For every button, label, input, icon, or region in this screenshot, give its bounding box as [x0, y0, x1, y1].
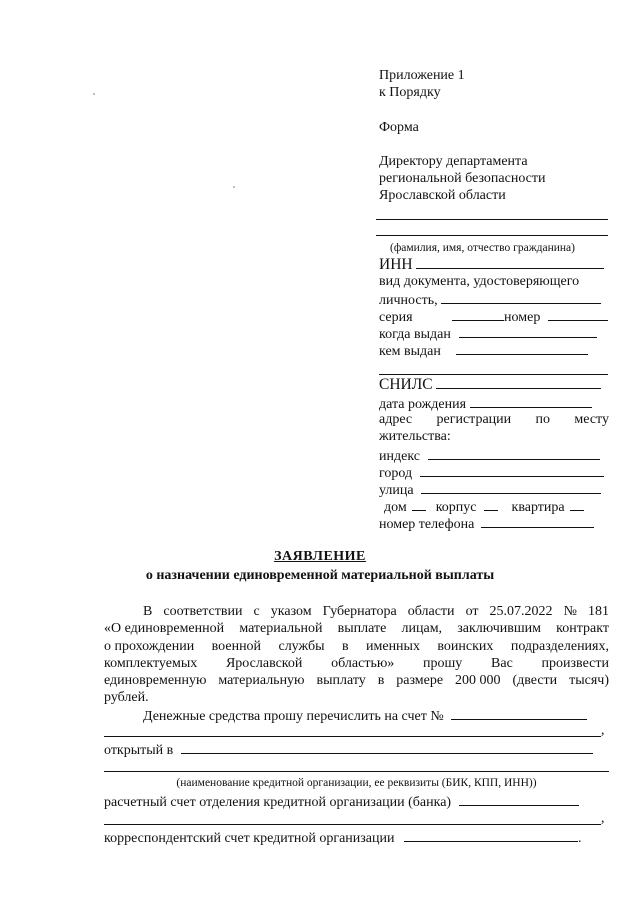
doc-type-label-1: вид документа, удостоверяющего: [379, 274, 580, 289]
body-line-1: [143, 603, 609, 620]
body-word: прошу: [423, 656, 463, 671]
address-word: по: [535, 412, 551, 427]
fio-blank-line-1[interactable]: [376, 219, 608, 220]
scan-speck: [233, 186, 235, 188]
document-title: ЗАЯВЛЕНИЕ: [274, 549, 366, 564]
body-word: Губернатора: [322, 604, 397, 619]
body-word: выплату: [316, 673, 366, 688]
transfer-row: [143, 706, 609, 725]
body-word: в: [377, 673, 385, 688]
fio-caption: (фамилия, имя, отчество гражданина): [390, 242, 575, 254]
issued-by-label: кем выдан: [379, 344, 441, 359]
apartment-label: квартира: [511, 500, 565, 515]
index-field[interactable]: [428, 446, 600, 460]
body-word: Вас: [491, 656, 513, 671]
body-word: в: [341, 639, 349, 654]
opened-in-row: [104, 740, 609, 759]
addressee-line-1: Директору департамента: [379, 154, 528, 169]
corr-row: [104, 828, 609, 847]
body-word: подразделениях,: [510, 639, 609, 654]
body-word: области: [407, 604, 455, 619]
body-word: (двести: [512, 673, 558, 688]
scan-speck: [93, 93, 95, 95]
issued-by-row: [379, 341, 609, 360]
phone-label: номер телефона: [379, 517, 475, 532]
issued-when-label: когда выдан: [379, 327, 451, 342]
body-line-6: рублей.: [104, 690, 149, 705]
birth-date-label: дата рождения: [379, 397, 467, 412]
corr-label: корреспондентский счет кредитной организации: [104, 831, 395, 846]
house-field[interactable]: [412, 497, 426, 511]
body-word: о прохождении: [104, 639, 195, 654]
body-word: В: [143, 604, 153, 619]
city-field[interactable]: [420, 463, 604, 477]
body-line-2: [104, 620, 609, 637]
issued-by-field[interactable]: [456, 341, 588, 355]
body-word: воинских: [437, 639, 494, 654]
building-label: корпус: [435, 500, 477, 515]
settlement-label: расчетный счет отделения кредитной организации (банка): [104, 795, 452, 810]
body-word: 200 000: [455, 673, 501, 688]
addressee-block: [379, 153, 611, 204]
building-field[interactable]: [484, 497, 498, 511]
bank-name-line-2[interactable]: [104, 771, 609, 772]
number-label: номер: [504, 310, 541, 325]
comma-1: ,: [601, 723, 605, 738]
bank-caption: (наименование кредитной организации, ее реквизиты (БИК, КПП, ИНН)): [176, 777, 537, 789]
phone-row: [379, 514, 609, 533]
apartment-field[interactable]: [570, 497, 584, 511]
body-word: комплектуемых: [104, 656, 198, 671]
fio-blank-line-2[interactable]: [376, 235, 608, 236]
form-label: [379, 119, 611, 136]
account-number-line-2[interactable]: [104, 736, 601, 737]
document-subtitle: о назначении единовременной материальной выплаты: [145, 568, 495, 583]
city-label: город: [379, 466, 413, 481]
snils-field[interactable]: [436, 375, 601, 389]
body-word: «О единовременной: [104, 621, 225, 636]
addressee-line-3: Ярославской области: [379, 188, 506, 203]
snils-label: СНИЛС: [379, 376, 433, 393]
issued-when-field[interactable]: [459, 324, 597, 338]
doc-type-label-2: личность,: [379, 293, 438, 308]
index-label: индекс: [379, 449, 420, 464]
body-word: контракт: [556, 621, 609, 636]
street-label: улица: [379, 483, 414, 498]
bank-name-field[interactable]: [181, 740, 593, 754]
body-word: заключившим: [457, 621, 541, 636]
body-word: материальной: [239, 621, 323, 636]
house-label: дом: [384, 500, 407, 515]
address-label-row: [379, 411, 609, 428]
street-field[interactable]: [421, 480, 601, 494]
opened-in-label: открытый в: [104, 743, 174, 758]
form-label-text: Форма: [379, 120, 419, 135]
body-word: произвести: [541, 656, 609, 671]
phone-field[interactable]: [481, 514, 594, 528]
body-word: выплате: [337, 621, 387, 636]
address-word: регистрации: [436, 412, 512, 427]
transfer-label: Денежные средства прошу перечислить на счет №: [143, 709, 444, 724]
snils-row: [379, 375, 609, 393]
body-word: лицам,: [401, 621, 443, 636]
body-word: указом: [270, 604, 312, 619]
body-word: именных: [366, 639, 420, 654]
appendix-block: [379, 67, 611, 101]
body-word: службы: [278, 639, 325, 654]
body-word: тысяч): [569, 673, 609, 688]
body-word: от: [465, 604, 479, 619]
period: .: [578, 831, 582, 846]
birth-date-field[interactable]: [470, 394, 592, 408]
address-word: адрес: [379, 412, 413, 427]
settlement-row: [104, 792, 609, 811]
body-word: единовременную: [104, 673, 207, 688]
body-word: соответствии: [163, 604, 243, 619]
body-line-3: [104, 638, 609, 655]
body-word: областью»: [331, 656, 395, 671]
series-label: серия: [379, 310, 413, 325]
appendix-line-1: Приложение 1: [379, 68, 465, 83]
inn-label: ИНН: [379, 256, 413, 273]
body-line-4: [104, 655, 609, 672]
appendix-line-2: к Порядку: [379, 85, 441, 100]
address-word: месту: [574, 412, 609, 427]
body-word: военной: [211, 639, 262, 654]
settlement-account-line-2[interactable]: [104, 824, 601, 825]
addressee-line-2: региональной безопасности: [379, 171, 546, 186]
inn-field[interactable]: [416, 255, 604, 269]
corr-account-field[interactable]: [404, 828, 578, 842]
number-field[interactable]: [548, 307, 608, 321]
comma-2: ,: [601, 811, 605, 826]
body-word: №: [563, 604, 577, 619]
body-line-5: [104, 672, 609, 689]
body-word: Ярославской: [225, 656, 303, 671]
body-word: 25.07.2022: [489, 604, 553, 619]
account-number-field[interactable]: [451, 706, 587, 720]
body-word: размере: [396, 673, 444, 688]
body-word: 181: [587, 604, 609, 619]
doc-type-field[interactable]: [441, 290, 601, 304]
settlement-account-field[interactable]: [459, 792, 579, 806]
series-field[interactable]: [452, 307, 504, 321]
body-word: с: [253, 604, 260, 619]
inn-row: [379, 255, 609, 273]
address-label-2: жительства:: [379, 429, 451, 444]
body-word: материальную: [218, 673, 305, 688]
